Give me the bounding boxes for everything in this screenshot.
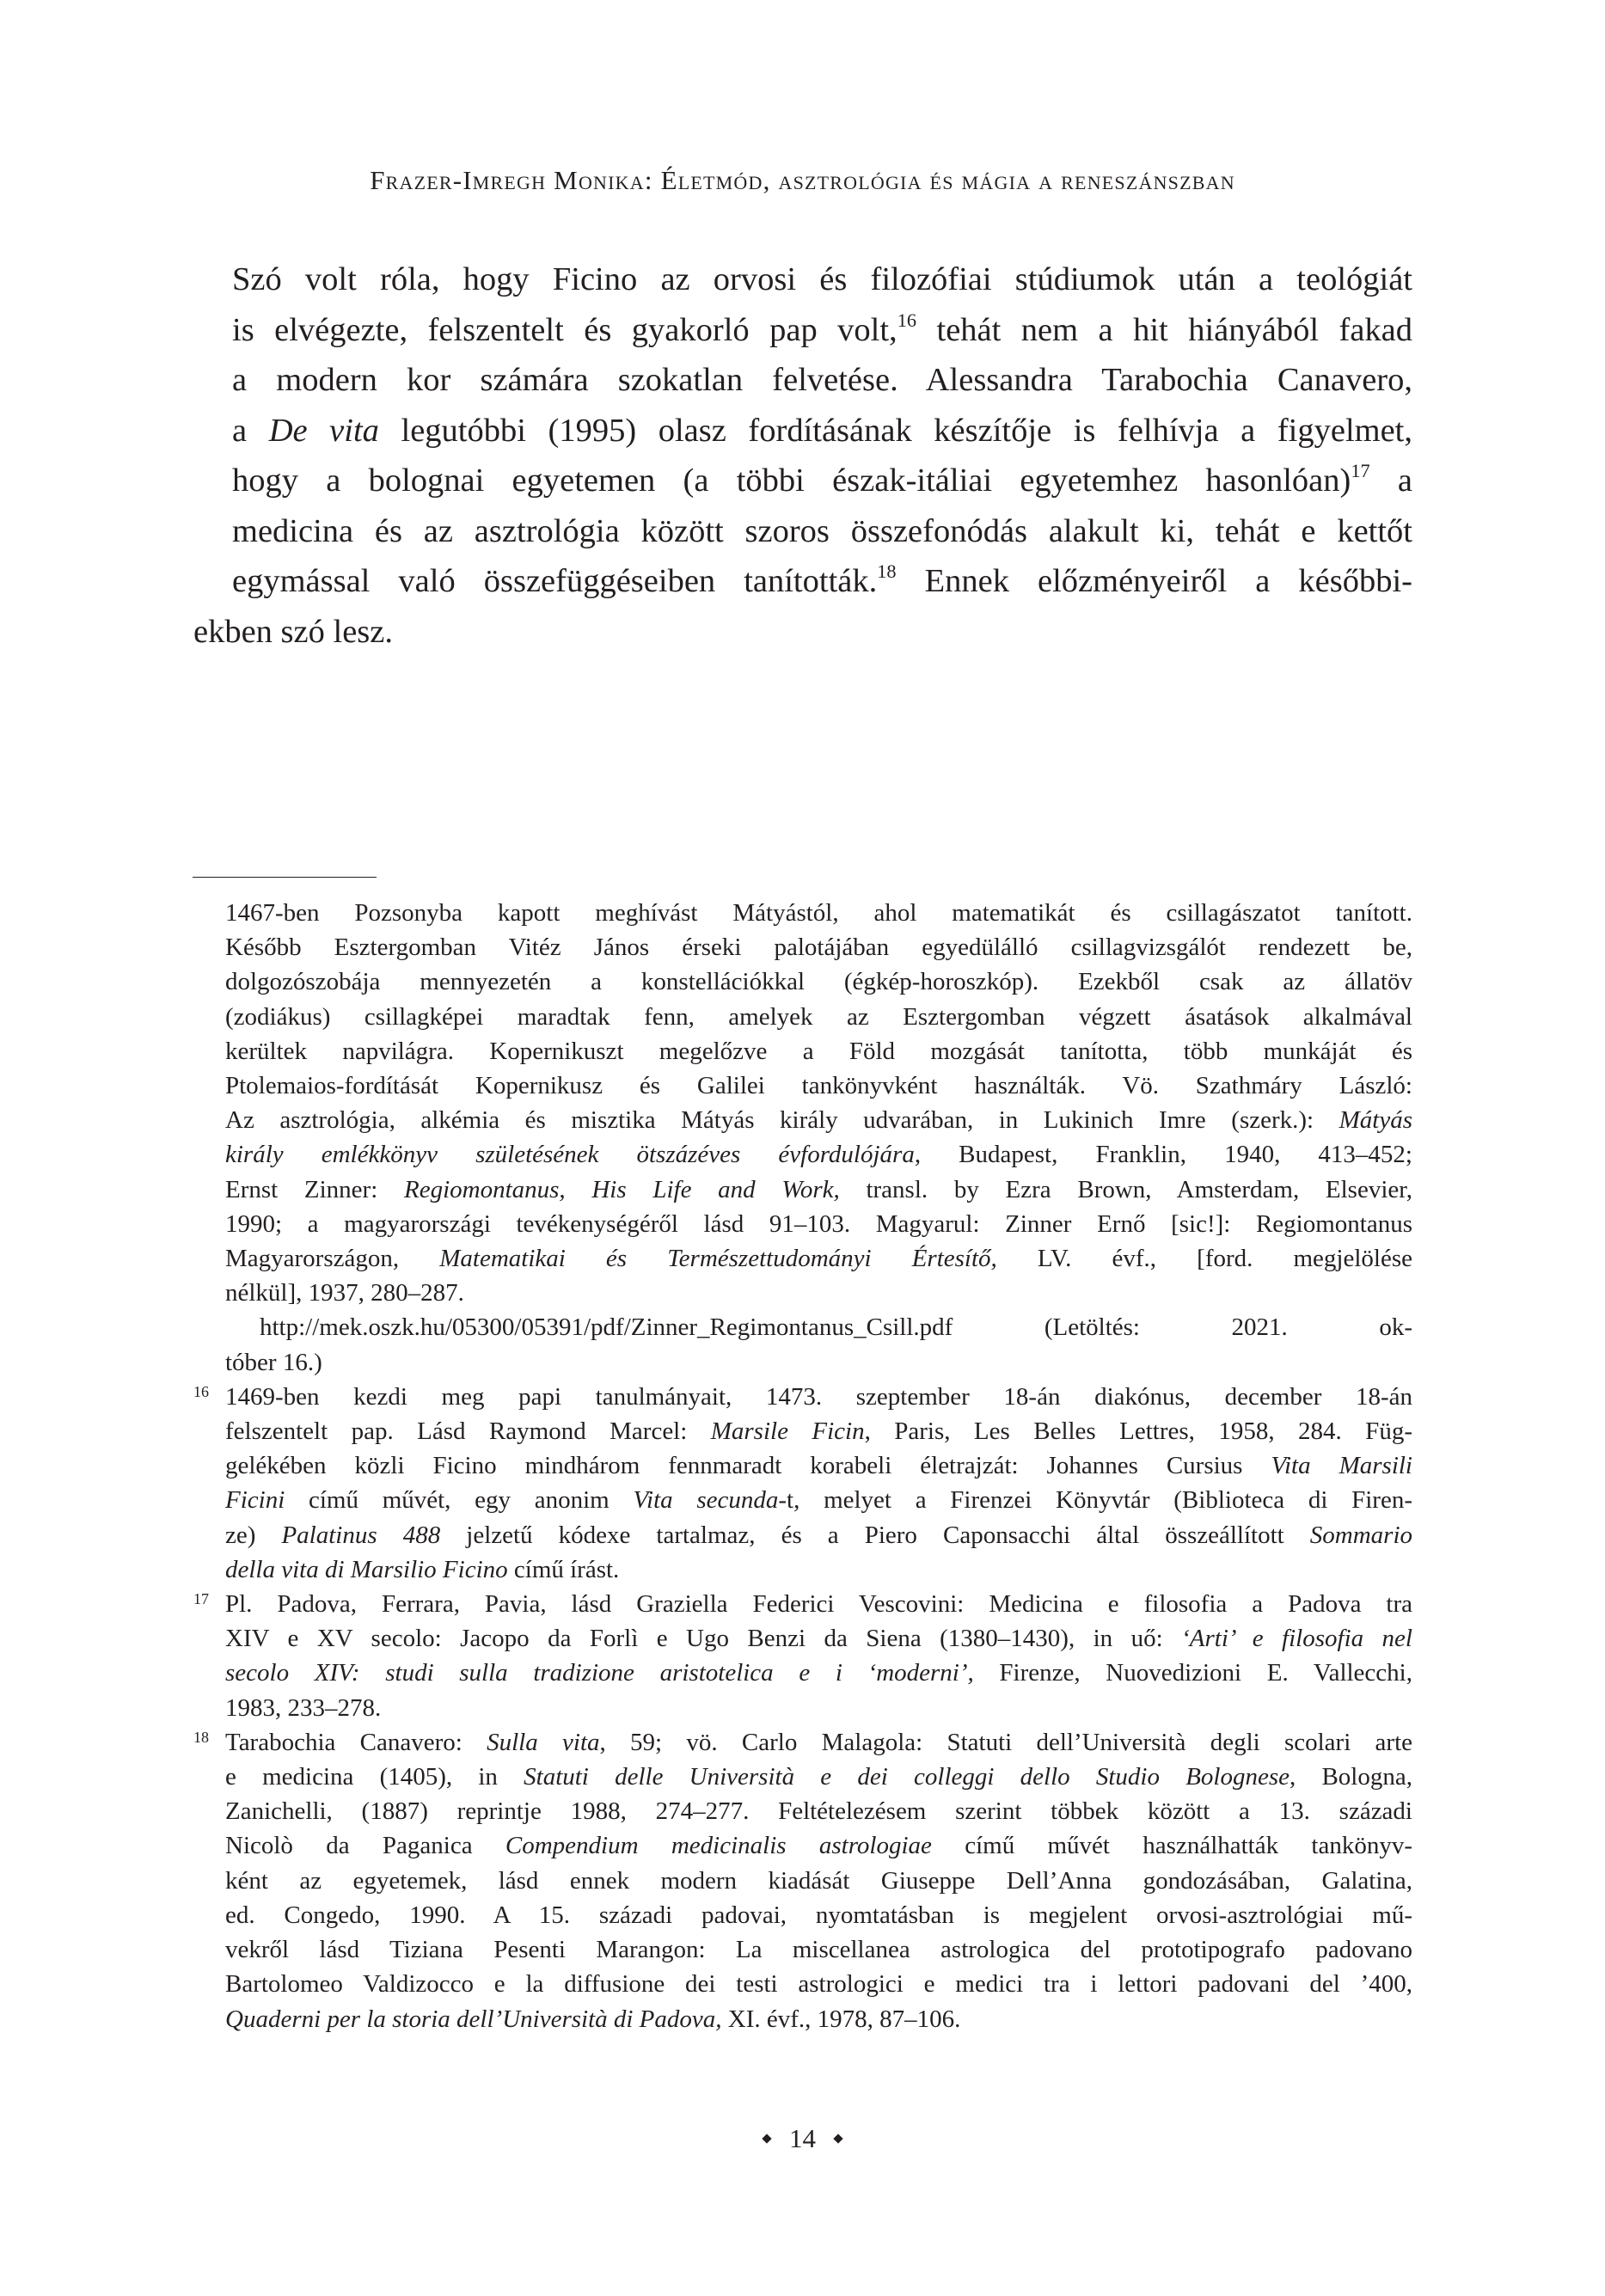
body-line xyxy=(193,556,1412,607)
italic-title: Marsile Ficin xyxy=(710,1417,865,1446)
text-run: vekről lásd Tiziana Pesenti Marangon: La miscellanea astrologica del prototipografo padovano xyxy=(225,1936,1412,1964)
text-run: , 59; vö. Carlo Malagola: Statuti dell’Università degli scolari arte xyxy=(599,1728,1412,1756)
footnote-line xyxy=(225,1898,1412,1932)
text-run: Bartolomeo Valdizocco e la diffusione dei testi astrologici e medici tra i lettori padovani del ’400, xyxy=(225,1970,1412,1999)
text-run: Ptolemaios-fordítását Kopernikusz és Galilei tankönyvként használták. Vö. Szathmáry László: xyxy=(225,1072,1412,1100)
italic-title: Sommario xyxy=(1309,1521,1413,1549)
italic-title: Vita secunda xyxy=(633,1486,779,1515)
text-run: (zodiákus) csillagképei maradtak fenn, amelyek az Esztergomban végzett ásatások alkalmával xyxy=(225,1002,1412,1031)
text-run: , Paris, Les Belles Lettres, 1958, 284. Füg- xyxy=(864,1417,1412,1446)
italic-title: Regiomontanus, His Life and Work, xyxy=(403,1175,840,1203)
text-run: Nicolò da Paganica xyxy=(225,1832,505,1860)
text-run: Zanichelli, (1887) reprintje 1988, 274–277. Feltételezésem szerint többek között a 13. századi xyxy=(225,1797,1412,1826)
text-run: ze) xyxy=(225,1521,282,1549)
footnote-line xyxy=(225,1967,1412,2001)
italic-title: Vita Marsili xyxy=(1271,1452,1412,1480)
body-line xyxy=(193,355,1412,406)
footnote-line xyxy=(225,1656,1412,1690)
body-paragraph xyxy=(193,254,1412,657)
footnote-line xyxy=(225,1552,1412,1587)
footnote-18 xyxy=(193,1725,1412,2036)
footnote-ref-16[interactable]: 16 xyxy=(897,309,917,331)
running-head: Frazer-Imregh Monika: Életmód, asztrológia és mágia a reneszánszban xyxy=(370,165,1235,195)
text-run: a xyxy=(232,412,269,449)
text-run: Tarabochia Canavero: xyxy=(225,1728,487,1756)
text-run: XI. évf., 1978, 87–106. xyxy=(721,2005,961,2033)
footnote-line xyxy=(225,1172,1412,1207)
italic-title: Mátyás xyxy=(1339,1106,1412,1135)
page-number xyxy=(0,2123,1605,2154)
footnote-line xyxy=(225,930,1412,964)
text-run: , Budapest, Franklin, 1940, 413–452; xyxy=(914,1141,1412,1169)
footnote-line xyxy=(225,1725,1412,1760)
footnote-number: 16 xyxy=(193,1382,209,1400)
footnote-17 xyxy=(193,1587,1412,1725)
footnote-line xyxy=(225,1068,1412,1103)
footnote-line xyxy=(225,1103,1412,1137)
footnote-separator xyxy=(193,877,377,878)
footnote-line xyxy=(225,1932,1412,1967)
footnote-ref-18[interactable]: 18 xyxy=(877,560,897,582)
body-line xyxy=(193,607,1412,658)
footnote-line xyxy=(225,2002,1412,2036)
text-run: e medicina (1405), in xyxy=(225,1763,524,1791)
body-line xyxy=(193,406,1412,456)
text-run: jelzetű kódexe tartalmaz, és a Piero Caponsacchi által összeállított xyxy=(440,1521,1310,1549)
text-run: Szó volt róla, hogy Ficino az orvosi és filozófiai stúdiumok után a teológiát xyxy=(232,261,1412,297)
text-run: LV. évf., [ford. megjelölése xyxy=(996,1245,1412,1273)
footnote-line xyxy=(225,964,1412,999)
footnote-line xyxy=(225,1380,1412,1414)
italic-title: della vita di Marsilio Ficino xyxy=(225,1555,508,1583)
footnote-line xyxy=(225,1345,1412,1380)
text-run: transl. by Ezra Brown, Amsterdam, Elsevier, xyxy=(839,1175,1413,1203)
bullet-icon xyxy=(833,2134,842,2143)
bullet-icon xyxy=(762,2134,771,2143)
text-run: dolgozószobája mennyezetén a konstellációkkal (égkép-horoszkóp). Ezekből csak az állatöv xyxy=(225,968,1412,996)
footnote-number: 17 xyxy=(193,1590,209,1608)
footnote-line xyxy=(225,896,1412,930)
italic-title: Compendium medicinalis astrologiae xyxy=(505,1832,932,1860)
italic-title: De vita xyxy=(268,412,379,449)
footnote-number: 18 xyxy=(193,1728,209,1746)
text-run: Ennek előzményeiről a későbbi- xyxy=(896,563,1412,599)
footnote-line xyxy=(225,1207,1412,1241)
footnote-line xyxy=(225,1000,1412,1034)
text-run: tóber 16.) xyxy=(225,1348,322,1376)
text-run: 1983, 233–278. xyxy=(225,1693,382,1722)
text-run: nélkül], 1937, 280–287. xyxy=(225,1279,464,1307)
body-line xyxy=(193,254,1412,305)
text-run: Firenze, Nuovedizioni E. Vallecchi, xyxy=(973,1659,1412,1687)
text-run: a xyxy=(1369,462,1412,499)
text-run: tehát nem a hit hiányából fakad xyxy=(936,311,1413,348)
text-run: kerültek napvilágra. Kopernikuszt megelőzve a Föld mozgását tanította, több munkáját és xyxy=(225,1037,1412,1065)
footnote-line xyxy=(225,1691,1412,1725)
footnotes xyxy=(193,896,1412,2036)
text-run: című művét használhatták tankönyv- xyxy=(931,1832,1412,1860)
text-run: Pl. Padova, Ferrara, Pavia, lásd Graziella Federici Vescovini: Medicina e filosofia a Padova tra xyxy=(225,1590,1412,1619)
text-run: legutóbbi (1995) olasz fordításának készítője is felhívja a figyelmet, xyxy=(378,412,1413,449)
text-run: gelékében közli Ficino mindhárom fennmaradt korabeli életrajzát: Johannes Cursius xyxy=(225,1452,1271,1480)
italic-title: secolo XIV: studi sulla tradizione aristotelica e i ‘moderni’, xyxy=(225,1659,974,1687)
text-run: című írást. xyxy=(507,1555,620,1583)
text-run: ként az egyetemek, lásd ennek modern kiadását Giuseppe Dell’Anna gondozásában, Galatina, xyxy=(225,1866,1412,1895)
footnote-15-continued xyxy=(193,896,1412,1380)
text-run: ed. Congedo, 1990. A 15. századi padovai, nyomtatásban is megjelent orvosi-asztrológiai mű- xyxy=(225,1901,1412,1929)
footnote-line xyxy=(225,1828,1412,1863)
body-line xyxy=(193,456,1412,506)
text-run: című művét, egy anonim xyxy=(285,1486,634,1515)
text-run: 1469-ben kezdi meg papi tanulmányait, 1473. szeptember 18-án diakónus, december 18-án xyxy=(225,1382,1412,1411)
text-run: is elvégezte, felszentelt és gyakorló pap volt, xyxy=(232,311,897,348)
footnote-16 xyxy=(193,1380,1412,1587)
footnote-line xyxy=(225,1241,1412,1276)
url-link[interactable]: http://mek.oszk.hu/05300/05391/pdf/Zinner_Regimontanus_Csill.pdf (Letöltés: 2021. ok- xyxy=(260,1313,1412,1342)
body-line xyxy=(193,506,1412,557)
italic-title: Matematikai és Természettudományi Értesítő, xyxy=(439,1245,997,1273)
italic-title: Palatinus 488 xyxy=(281,1521,441,1549)
italic-title: Statuti delle Università e dei colleggi dello Studio Bolognese xyxy=(524,1763,1290,1791)
footnote-line xyxy=(225,1518,1412,1552)
text-run: -t, melyet a Firenzei Könyvtár (Biblioteca di Firen- xyxy=(778,1486,1412,1515)
text-run: ekben szó lesz. xyxy=(193,613,393,650)
footnote-line xyxy=(225,1448,1412,1483)
page-number-text: 14 xyxy=(789,2123,816,2153)
footnote-line xyxy=(225,1276,1412,1310)
text-run: felszentelt pap. Lásd Raymond Marcel: xyxy=(225,1417,711,1446)
footnote-line xyxy=(225,1414,1412,1448)
italic-title: Ficini xyxy=(225,1486,285,1515)
text-run: 1990; a magyarországi tevékenységéről lásd 91–103. Magyarul: Zinner Ernő [sic!]: Regiomontanus xyxy=(225,1209,1412,1238)
text-run: egymással való összefüggéseiben tanították. xyxy=(232,563,878,599)
italic-title: ‘Arti’ e filosofia nel xyxy=(1181,1625,1412,1653)
body-line xyxy=(193,305,1412,356)
footnote-line xyxy=(225,1864,1412,1898)
footnote-line xyxy=(225,1621,1412,1656)
text-run: Magyarországon, xyxy=(225,1245,440,1273)
italic-title: király emlékkönyv születésének ötszázéves évfordulójára xyxy=(225,1141,915,1169)
footnote-url-line xyxy=(225,1310,1412,1344)
footnote-line xyxy=(225,1483,1412,1517)
footnote-line xyxy=(225,1034,1412,1068)
footnote-line xyxy=(225,1794,1412,1828)
text-run: a modern kor számára szokatlan felvetése. Alessandra Tarabochia Canavero, xyxy=(232,362,1412,398)
italic-title: Sulla vita xyxy=(487,1728,600,1756)
text-run: 1467-ben Pozsonyba kapott meghívást Mátyástól, ahol matematikát és csillagászatot tanított. xyxy=(225,899,1412,927)
footnote-line xyxy=(225,1587,1412,1621)
italic-title: Quaderni per la storia dell’Università di Padova, xyxy=(225,2005,722,2033)
text-run: hogy a bolognai egyetemen (a többi észak-itáliai egyetemhez hasonlóan) xyxy=(232,462,1351,499)
footnote-line xyxy=(225,1760,1412,1794)
text-run: Az asztrológia, alkémia és misztika Mátyás király udvarában, in Lukinich Imre (szerk.): xyxy=(225,1106,1339,1135)
text-run: XIV e XV secolo: Jacopo da Forlì e Ugo Benzi da Siena (1380–1430), in uő: xyxy=(225,1625,1182,1653)
text-run: medicina és az asztrológia között szoros összefonódás alakult ki, tehát e kettőt xyxy=(232,512,1412,549)
text-run: , Bologna, xyxy=(1290,1763,1412,1791)
text-run: Ernst Zinner: xyxy=(225,1175,404,1203)
footnote-line xyxy=(225,1137,1412,1172)
footnote-ref-17[interactable]: 17 xyxy=(1351,459,1370,481)
text-run: Később Esztergomban Vitéz János érseki palotájában egyedülálló csillagvizsgálót rendezett be, xyxy=(225,934,1412,962)
